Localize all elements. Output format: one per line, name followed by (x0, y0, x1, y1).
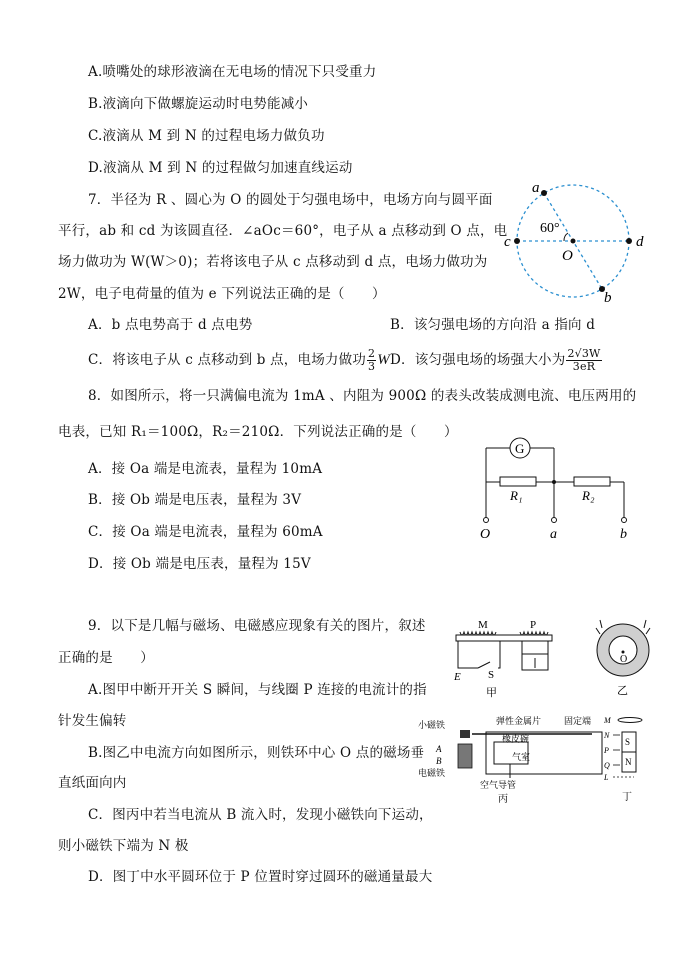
q7-option-c-w: W (377, 352, 390, 368)
q9-option-d: D．图丁中水平圆环位于 P 位置时穿过圆环的磁通量最大 (88, 869, 433, 885)
label-d: d (636, 234, 644, 250)
figure-jia (448, 616, 558, 702)
point-d (626, 238, 632, 244)
label-p: P (530, 619, 537, 631)
label-b: B (436, 756, 442, 766)
q7-option-d-text: D．该匀强电场的场强大小为 (390, 352, 566, 368)
fraction-denominator: 3 (368, 360, 376, 373)
label-xiaocitie: 小磁铁 (418, 720, 446, 730)
label-elastic-metal: 弹性金属片 (496, 716, 542, 726)
label-n: N (604, 731, 610, 740)
q8-option-d: D．接 Ob 端是电压表，量程为 15V (88, 556, 311, 572)
magnet-n-label: N (625, 757, 632, 767)
angle-arc (564, 233, 568, 241)
label-chamber: 气室 (512, 752, 531, 762)
label-o: O (480, 527, 491, 542)
terminal-o (484, 518, 489, 523)
label-o: O (620, 654, 628, 665)
label-air-pipe: 空气导管 (480, 780, 517, 790)
resistor-r2 (574, 477, 610, 486)
label-b: b (604, 290, 612, 302)
q9-stem-line1: 9．以下是几幅与磁场、电磁感应现象有关的图片，叙述 (88, 618, 426, 634)
label-s: S (488, 669, 495, 681)
q9-option-a-line2: 针发生偏转 (58, 713, 127, 729)
fraction-denominator: 3eR (572, 360, 596, 373)
junction (552, 480, 556, 484)
q7-option-a: A．b 点电势高于 d 点电势 (88, 317, 253, 333)
galvanometer-label: G (515, 441, 525, 456)
q7-stem-line3: 场力做功为 W(W＞0)；若将该电子从 c 点移动到 d 点，电场力做功为 (58, 254, 488, 270)
caption-ding: 丁 (622, 792, 632, 803)
fraction-numerator: 2 (368, 347, 376, 360)
q9-option-c-line1: C．图丙中若当电流从 B 流入时，发现小磁铁向下运动， (88, 807, 433, 823)
q9-option-a-line1: A.图甲中断开开关 S 瞬间，与线圈 P 连接的电流计的指 (88, 682, 427, 698)
label-r2: R₂ (582, 488, 595, 503)
q9-option-b-line2: 直纸面向内 (58, 775, 127, 791)
q6-option-d: D.液滴从 M 到 N 的过程做匀加速直线运动 (88, 160, 353, 176)
caption-bing: 丙 (498, 794, 508, 805)
point-o (571, 239, 576, 244)
label-rubber-bowl: 橡皮碗 (502, 734, 530, 744)
label-electromagnet: 电磁铁 (418, 768, 446, 778)
label-o: O (562, 248, 573, 264)
q8-option-c: C．接 Oa 端是电流表，量程为 60mA (88, 524, 323, 540)
label-c: c (504, 234, 511, 250)
ring-m (618, 718, 642, 723)
q7-option-c-fraction (367, 348, 376, 373)
q8-stem-line1: 8．如图所示，将一只满偏电流为 1mA 、内阻为 900Ω 的表头改装成测电流、电压两用的 (88, 388, 637, 404)
q7-stem-line4: 2W，电子电荷量的值为 e 下列说法正确的是（ ） (58, 286, 386, 302)
label-r1: R₁ (510, 488, 523, 503)
q9-option-c-line2: 则小磁铁下端为 N 极 (58, 838, 189, 854)
q7-option-b: B．该匀强电场的方向沿 a 指向 d (390, 317, 596, 333)
q9-option-b-line1: B.图乙中电流方向如图所示，则铁环中心 O 点的磁场垂 (88, 745, 425, 761)
q6-option-a: A.喷嘴处的球形液滴在无电场的情况下只受重力 (88, 64, 377, 80)
label-m: M (478, 619, 488, 631)
terminal-b (622, 518, 627, 523)
label-fixed-end: 固定端 (564, 716, 592, 726)
label-a: a (532, 180, 540, 196)
q6-option-c: C.液滴从 M 到 N 的过程电场力做负功 (88, 128, 325, 144)
q8-option-a: A．接 Oa 端是电流表，量程为 10mA (88, 461, 323, 477)
small-magnet (460, 730, 470, 738)
q8-circuit-figure (470, 430, 640, 545)
q7-stem-line1: 7．半径为 R 、圆心为 O 的圆处于匀强电场中，电场方向与圆平面 (88, 192, 493, 208)
electromagnet (458, 744, 472, 768)
q7-option-d (390, 348, 603, 373)
q7-stem-line2: 平行，ab 和 cd 为该圆直径．∠aOc＝60°，电子从 a 点移动到 O 点，电 (58, 223, 508, 239)
q7-option-c-text: C．将该电子从 c 点移动到 b 点，电场力做功 (88, 352, 366, 368)
caption-yi: 乙 (617, 685, 628, 697)
label-angle: 60° (540, 221, 560, 236)
label-p: P (604, 746, 609, 755)
magnet-s-label: S (625, 737, 631, 747)
point-a (541, 190, 547, 196)
q8-stem-line2: 电表，已知 R₁＝100Ω，R₂＝210Ω．下列说法正确的是（ ） (58, 424, 458, 440)
label-a: a (550, 527, 557, 542)
terminal-a (552, 518, 557, 523)
caption-jia: 甲 (486, 687, 497, 699)
q6-option-b: B.液滴向下做螺旋运动时电势能减小 (88, 96, 309, 112)
q9-stem-line2: 正确的是 ） (58, 650, 154, 666)
point-c (514, 238, 520, 244)
label-q: Q (604, 761, 610, 770)
iron-core (456, 635, 552, 641)
resistor-r1 (500, 477, 536, 486)
label-e: E (454, 671, 461, 683)
figure-bing (414, 712, 614, 808)
label-b: b (620, 527, 627, 542)
figure-yi (590, 614, 658, 704)
label-m: M (604, 716, 611, 725)
q7-option-c (88, 348, 390, 373)
label-l: L (604, 773, 609, 782)
label-a: A (436, 744, 442, 754)
q7-circle-figure (500, 178, 660, 302)
q8-option-b: B．接 Ob 端是电压表，量程为 3V (88, 492, 302, 508)
fraction-numerator: 2√3W (567, 347, 601, 360)
switch-s (478, 662, 490, 668)
q7-option-d-fraction (566, 348, 601, 373)
figure-ding (604, 712, 664, 808)
